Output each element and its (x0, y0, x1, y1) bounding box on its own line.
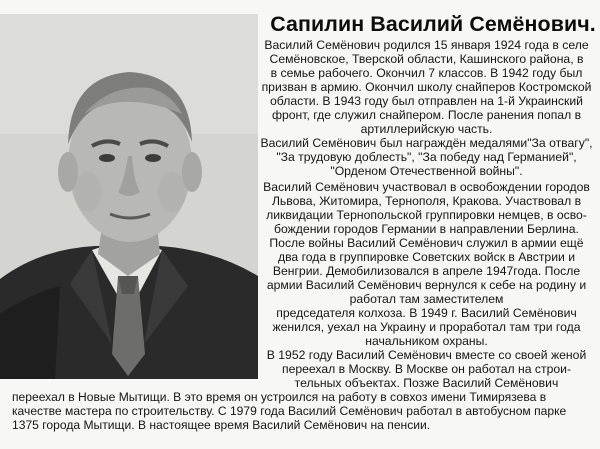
bio-line: председателя колхоза. В 1949 г. Василий Семёнович (276, 306, 577, 320)
bio-line: "За трудовую доблесть", "За победу над Германией", (276, 150, 577, 164)
page-title: Сапилин Василий Семёнович. (270, 12, 596, 36)
bio-line: Семёновское, Тверской области, Кашинского района, в (269, 52, 584, 66)
bio-line: армии Василий Семёнович вернулся к себе на родину и (266, 278, 587, 292)
bio-line: два года в группировке Советских войск в Австрии и (277, 250, 576, 264)
bio-line: в семье рабочего. Окончил 7 классов. В 1942 году был (270, 66, 583, 80)
bio-line: женился, уехал на Украину и проработал там три года (272, 320, 581, 334)
bio-line: начальником охраны. (365, 334, 488, 348)
portrait-illustration (0, 14, 258, 379)
bio-line: Львова, Житомира, Тернополя, Кракова. Участвовал в (271, 194, 582, 208)
bio-line: качестве мастера по строительству. С 1979 года Василий Семёнович работал в автобусном парке (12, 404, 567, 418)
bio-line: артиллерийскую часть. (360, 122, 493, 136)
bio-line: Василий Семёнович родился 15 января 1924 года в селе (264, 38, 589, 52)
bio-line: переехал в Москву. В Москве он работал на строи- (281, 362, 572, 376)
bio-line: ликвидации Тернопольской группировки немцев, в осво- (266, 208, 587, 222)
bio-line: "Орденом Отечественной войны". (330, 164, 523, 178)
bio-line: работал там заместителем (349, 292, 504, 306)
bio-line: Василий Семёнович был награждён медалями"За отвагу", (260, 136, 593, 150)
bio-line: призван в армию. Окончил школу снайперов Костромской (261, 80, 592, 94)
bio-line: Венгрии. Демобилизовался в апреле 1947года. После (272, 264, 581, 278)
bio-line: После войны Василий Семёнович служил в армии ещё (269, 236, 584, 250)
bio-line: бождении городов Германии в направлении Берлина. (274, 222, 579, 236)
bio-line: тельных объектах. Позже Василий Семёнович (294, 376, 559, 390)
bio-line: фронт, где служил снайпером. После ранения попал в (271, 108, 582, 122)
bio-line: переехал в Новые Мытищи. В это время он устроился на работу в совхоз имени Тимирязева в (12, 390, 547, 404)
bio-line: 1375 города Мытищи. В настоящее время Василий Семёнович на пенсии. (12, 418, 431, 432)
bio-line: области. В 1943 году был отправлен на 1-й Украинский (270, 94, 583, 108)
bio-line: Василий Семёнович участвовал в освобождении городов (263, 180, 590, 194)
portrait-photo (0, 14, 258, 379)
bio-line: В 1952 году Василий Семёнович вместе со своей женой (266, 348, 587, 362)
